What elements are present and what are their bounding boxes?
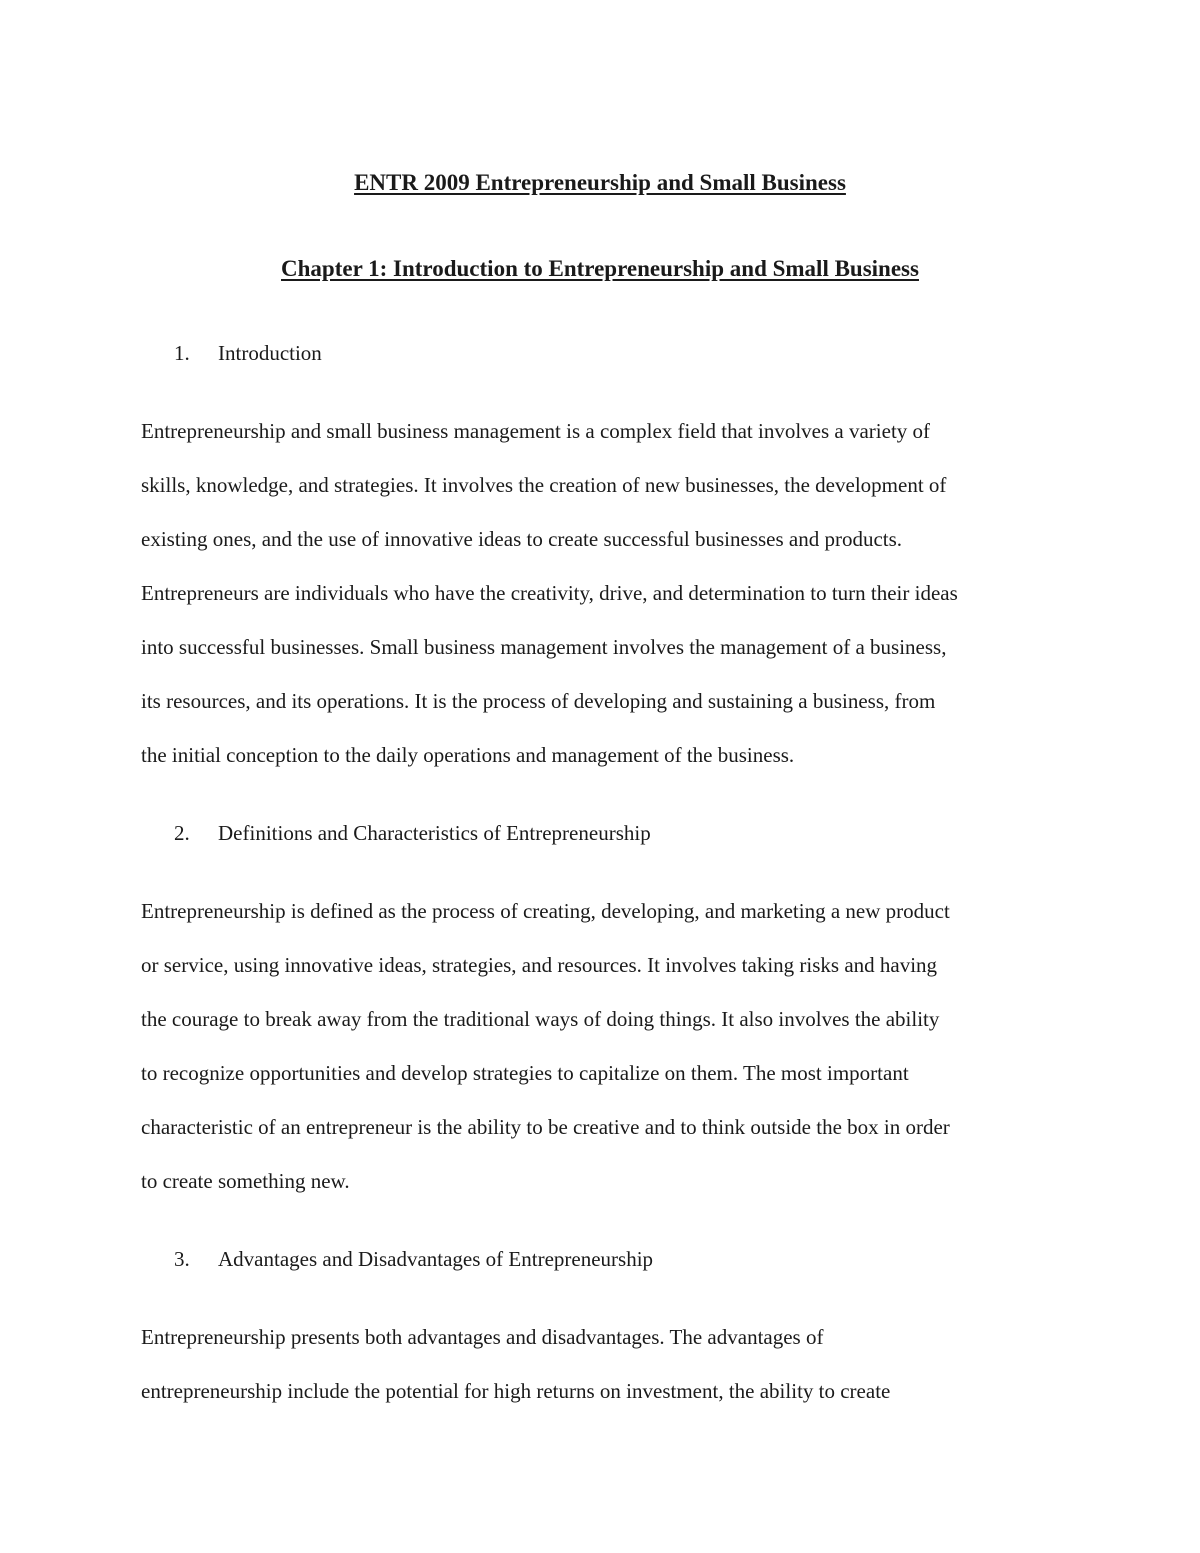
paragraph-line: or service, using innovative ideas, strategies, and resources. It involves taking risks and having	[141, 953, 938, 977]
section-paragraph-introduction	[141, 416, 1066, 794]
section-heading-advantages	[174, 1244, 1074, 1274]
paragraph-line: Entrepreneurship presents both advantages and disadvantages. The advantages of	[141, 1325, 824, 1349]
chapter-title	[0, 254, 1200, 284]
paragraph-line: into successful businesses. Small business management involves the management of a business,	[141, 635, 947, 659]
document-title	[0, 168, 1200, 198]
document-title-text: ENTR 2009 Entrepreneurship and Small Business	[354, 170, 846, 195]
paragraph-line: to recognize opportunities and develop strategies to capitalize on them. The most important	[141, 1061, 909, 1085]
paragraph-line: characteristic of an entrepreneur is the ability to be creative and to think outside the box in order	[141, 1115, 950, 1139]
section-number: 1.	[174, 341, 190, 365]
section-heading-text: Advantages and Disadvantages of Entrepreneurship	[218, 1247, 654, 1271]
section-paragraph-advantages	[141, 1322, 1066, 1430]
chapter-title-text: Chapter 1: Introduction to Entrepreneurship and Small Business	[281, 256, 919, 281]
paragraph-line: Entrepreneurship is defined as the process of creating, developing, and marketing a new product	[141, 899, 950, 923]
section-heading-introduction	[174, 338, 1074, 368]
section-paragraph-definitions	[141, 896, 1066, 1220]
section-number: 3.	[174, 1247, 190, 1271]
paragraph-line: its resources, and its operations. It is the process of developing and sustaining a business, from	[141, 689, 936, 713]
paragraph-line: the initial conception to the daily operations and management of the business.	[141, 743, 795, 767]
paragraph-line: to create something new.	[141, 1169, 350, 1193]
section-heading-text: Definitions and Characteristics of Entrepreneurship	[218, 821, 651, 845]
paragraph-line: Entrepreneurship and small business management is a complex field that involves a variety of	[141, 419, 931, 443]
section-number: 2.	[174, 821, 190, 845]
paragraph-line: the courage to break away from the traditional ways of doing things. It also involves the ability	[141, 1007, 940, 1031]
paragraph-line: Entrepreneurs are individuals who have the creativity, drive, and determination to turn their ideas	[141, 581, 958, 605]
section-heading-text: Introduction	[218, 341, 322, 365]
section-heading-definitions	[174, 818, 1074, 848]
paragraph-line: existing ones, and the use of innovative ideas to create successful businesses and products.	[141, 527, 903, 551]
paragraph-line: skills, knowledge, and strategies. It involves the creation of new businesses, the development of	[141, 473, 947, 497]
paragraph-line: entrepreneurship include the potential for high returns on investment, the ability to create	[141, 1379, 891, 1403]
